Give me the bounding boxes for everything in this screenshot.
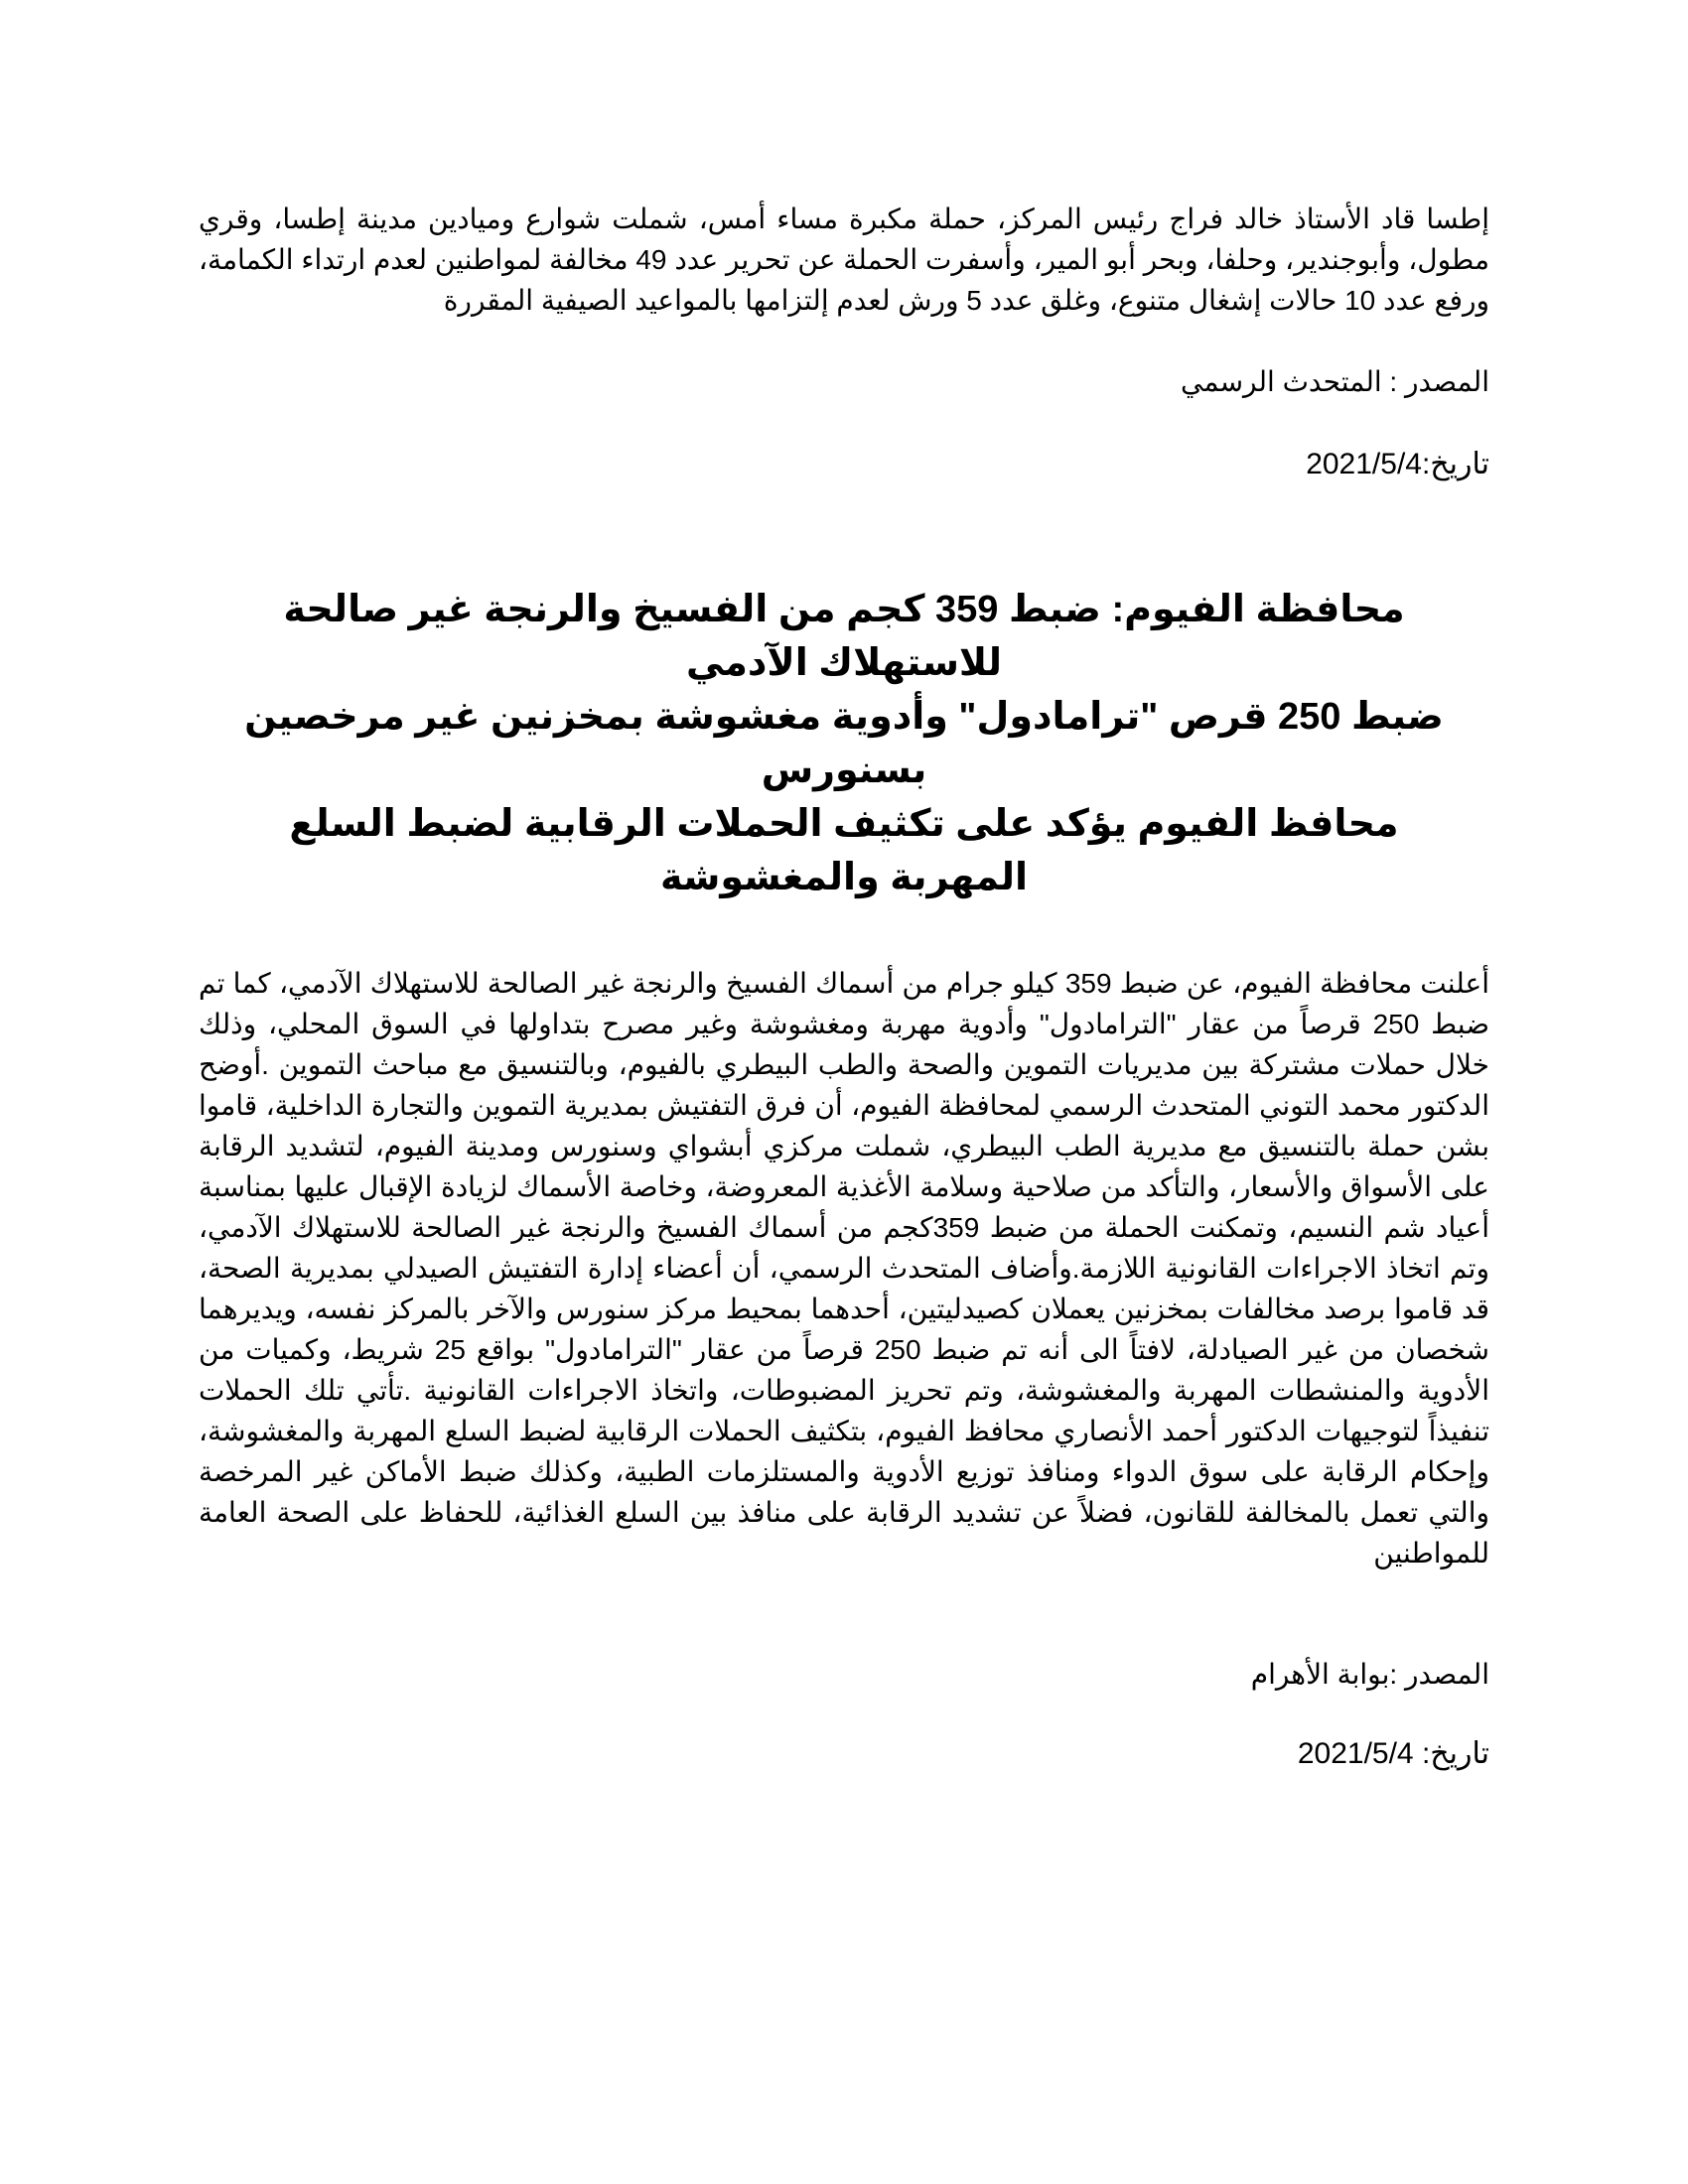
article-1-body: إطسا قاد الأستاذ خالد فراج رئيس المركز، حملة مكبرة مساء أمس، شملت شوارع وميادين مدينة إطسا، وقري مطول، وأبوجندير، وحلفا، وبحر أبو المير، وأسفرت الحملة عن تحرير عدد 49 مخالفة لمواطنين لعدم ارتداء الكمامة، ورفع عدد 10 حالات إشغال متنوع، وغلق عدد 5 ورش لعدم إلتزامها بالمواعيد الصيفية المقررة: [199, 204, 1490, 316]
headline-3: محافظ الفيوم يؤكد على تكثيف الحملات الرقابية لضبط السلع المهربة والمغشوشة: [289, 803, 1399, 898]
article-2-source: المصدر :بوابة الأهرام: [1250, 1659, 1489, 1690]
headline-2: ضبط 250 قرص "ترامادول" وأدوية مغشوشة بمخزنين غير مرخصين بسنورس: [244, 696, 1444, 791]
article-1-source: المصدر : المتحدث الرسمي: [1181, 366, 1489, 397]
article-2-headlines: [228, 583, 1460, 904]
headline-1: محافظة الفيوم: ضبط 359 كجم من الفسيخ والرنجة غير صالحة للاستهلاك الآدمي: [283, 589, 1405, 684]
article-2-body: أعلنت محافظة الفيوم، عن ضبط 359 كيلو جرام من أسماك الفسيخ والرنجة غير الصالحة للاستهلاك الآدمي، كما تم ضبط 250 قرصاً من عقار "الترامادول" وأدوية مهربة ومغشوشة وغير مصرح بتداولها في السوق المحلي، وذلك خلال حملات مشتركة بين مديريات التموين والصحة والطب البيطري بالفيوم، وبالتنسيق مع مباحث التموين .أوضح الدكتور محمد التوني المتحدث الرسمي لمحافظة الفيوم، أن فرق التفتيش بمديرية التموين والتجارة الداخلية، قاموا بشن حملة بالتنسيق مع مديرية الطب البيطري، شملت مركزي أبشواي وسنورس ومدينة الفيوم، لتشديد الرقابة على الأسواق والأسعار، والتأكد من صلاحية وسلامة الأغذية المعروضة، وخاصة الأسماك لزيادة الإقبال عليها بمناسبة أعياد شم النسيم، وتمكنت الحملة من ضبط 359كجم من أسماك الفسيخ والرنجة غير الصالحة للاستهلاك الآدمي، وتم اتخاذ الاجراءات القانونية اللازمة.وأضاف المتحدث الرسمي، أن أعضاء إدارة التفتيش الصيدلي بمديرية الصحة، قد قاموا برصد مخالفات بمخزنين يعملان كصيدليتين، أحدهما بمحيط مركز سنورس والآخر بالمركز نفسه، ويديرهما شخصان من غير الصيادلة، لافتاً الى أنه تم ضبط 250 قرصاً من عقار "الترامادول" بواقع 25 شريط، وكميات من الأدوية والمنشطات المهربة والمغشوشة، وتم تحريز المضبوطات، واتخاذ الاجراءات القانونية .تأتي تلك الحملات تنفيذاً لتوجيهات الدكتور أحمد الأنصاري محافظ الفيوم، بتكثيف الحملات الرقابية لضبط السلع المهربة والمغشوشة، وإحكام الرقابة على سوق الدواء ومنافذ توزيع الأدوية والمستلزمات الطبية، وكذلك ضبط الأماكن غير المرخصة والتي تعمل بالمخالفة للقانون، فضلاً عن تشديد الرقابة على منافذ بين السلع الغذائية، للحفاظ على الصحة العامة للمواطنين: [199, 968, 1489, 1569]
article-1-date: تاريخ:2021/5/4: [1306, 448, 1489, 480]
article-2-date: تاريخ: 2021/5/4: [1297, 1737, 1489, 1770]
